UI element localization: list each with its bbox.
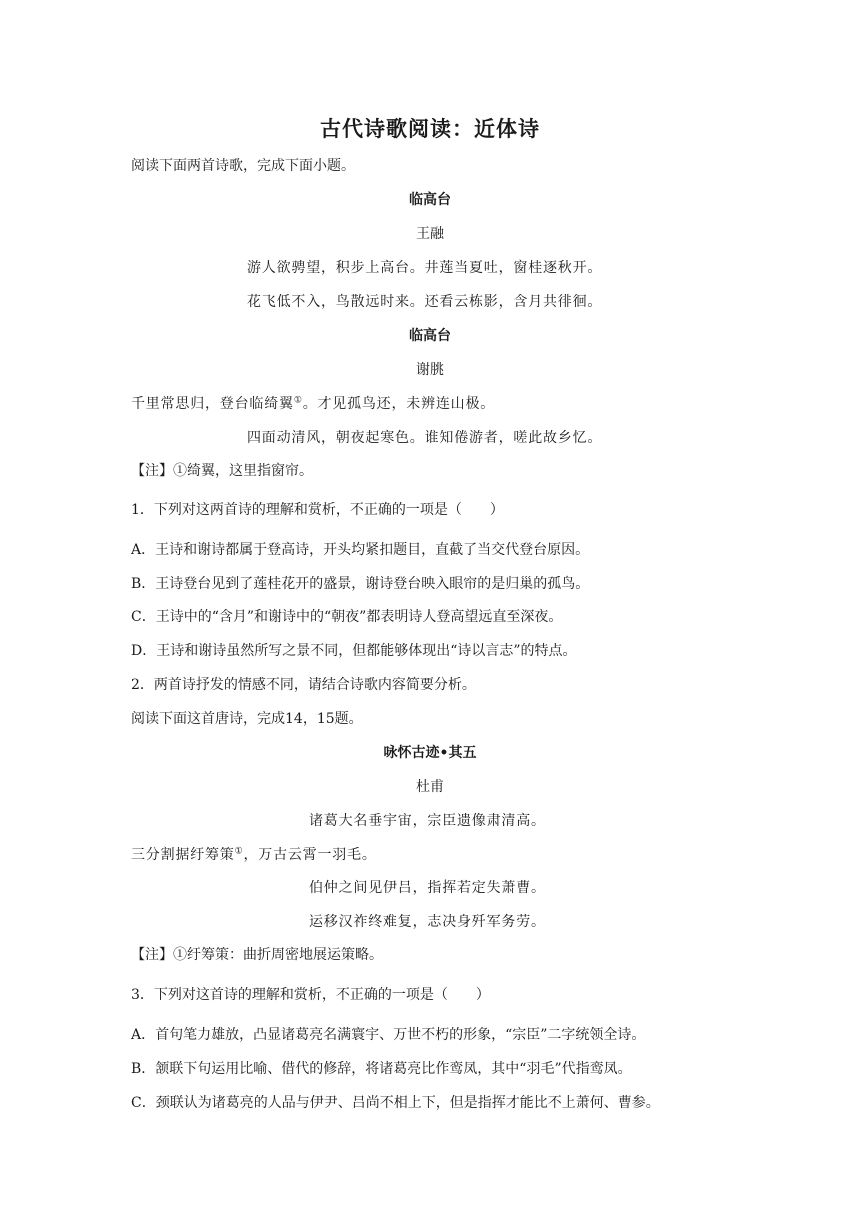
poem2-author: 谢朓	[416, 362, 444, 378]
poem2-line-1-part-a: 千里常思归，登台临绮翼	[131, 396, 294, 412]
poem3-line-4: 运移汉祚终难复，志决身歼军务劳。	[309, 914, 546, 930]
question-1-option-c: C．王诗中的“含月”和谢诗中的“朝夜”都表明诗人登高望远直至深夜。	[131, 609, 563, 625]
question-1-option-b: B．王诗登台见到了莲桂花开的盛景，谢诗登台映入眼帘的是归巢的孤鸟。	[131, 576, 590, 592]
poem2-line-1	[131, 394, 495, 414]
poem2-title: 临高台	[409, 328, 451, 344]
footnote-marker: ①	[293, 395, 303, 406]
footnote-marker: ①	[234, 846, 244, 857]
poem3-line-2-part-b: ，万古云霄一羽毛。	[243, 847, 377, 863]
poem1-line-2: 花飞低不入，鸟散远时来。还看云栋影，含月共徘徊。	[247, 294, 603, 310]
question-2-stem: 2．两首诗抒发的情感不同，请结合诗歌内容简要分析。	[131, 677, 476, 693]
poem3-author: 杜甫	[416, 779, 444, 795]
poem3-line-2-part-a: 三分割据纡筹策	[131, 847, 235, 863]
question-1-option-d: D．王诗和谢诗虽然所写之景不同，但都能够体现出“诗以言志”的特点。	[131, 643, 577, 659]
poem1-line-1: 游人欲骋望，积步上高台。井莲当夏吐，窗桂逐秋开。	[247, 260, 603, 276]
poem2-line-2: 四面动清风，朝夜起寒色。谁知倦游者，嗟此故乡忆。	[247, 430, 603, 446]
poem3-line-1: 诸葛大名垂宇宙，宗臣遗像肃清高。	[309, 813, 546, 829]
poem3-title: 咏怀古迹•其五	[383, 745, 477, 761]
question-3-stem: 3．下列对这首诗的理解和赏析，不正确的一项是（ ）	[131, 987, 490, 1003]
section1-instruction: 阅读下面两首诗歌，完成下面小题。	[131, 158, 355, 174]
question-3-option-c: C．颈联认为诸葛亮的人品与伊尹、吕尚不相上下，但是指挥才能比不上萧何、曹参。	[131, 1095, 660, 1111]
poem1-title: 临高台	[409, 192, 451, 208]
question-3-option-b: B．颔联下句运用比喻、借代的修辞，将诸葛亮比作鸾凤，其中“羽毛”代指鸾凤。	[131, 1061, 632, 1077]
section1-note: 【注】①绮翼，这里指窗帘。	[131, 463, 313, 479]
poem3-line-2	[131, 845, 377, 865]
question-1-stem: 1．下列对这两首诗的理解和赏析，不正确的一项是（ ）	[131, 502, 504, 518]
question-3-option-a: A．首句笔力雄放，凸显诸葛亮名满寰宇、万世不朽的形象，“宗臣”二字统领全诗。	[131, 1027, 646, 1043]
poem1-author: 王融	[416, 226, 444, 242]
page-title: 古代诗歌阅读：近体诗	[320, 116, 540, 141]
poem2-line-1-part-b: 。才见孤鸟还，未辨连山极。	[302, 396, 496, 412]
poem3-line-3: 伯仲之间见伊吕，指挥若定失萧曹。	[309, 880, 546, 896]
section2-note: 【注】①纡筹策：曲折周密地展运策略。	[131, 947, 383, 963]
section2-instruction: 阅读下面这首唐诗，完成14，15题。	[131, 711, 363, 727]
question-1-option-a: A．王诗和谢诗都属于登高诗，开头均紧扣题目，直截了当交代登台原因。	[131, 542, 590, 558]
